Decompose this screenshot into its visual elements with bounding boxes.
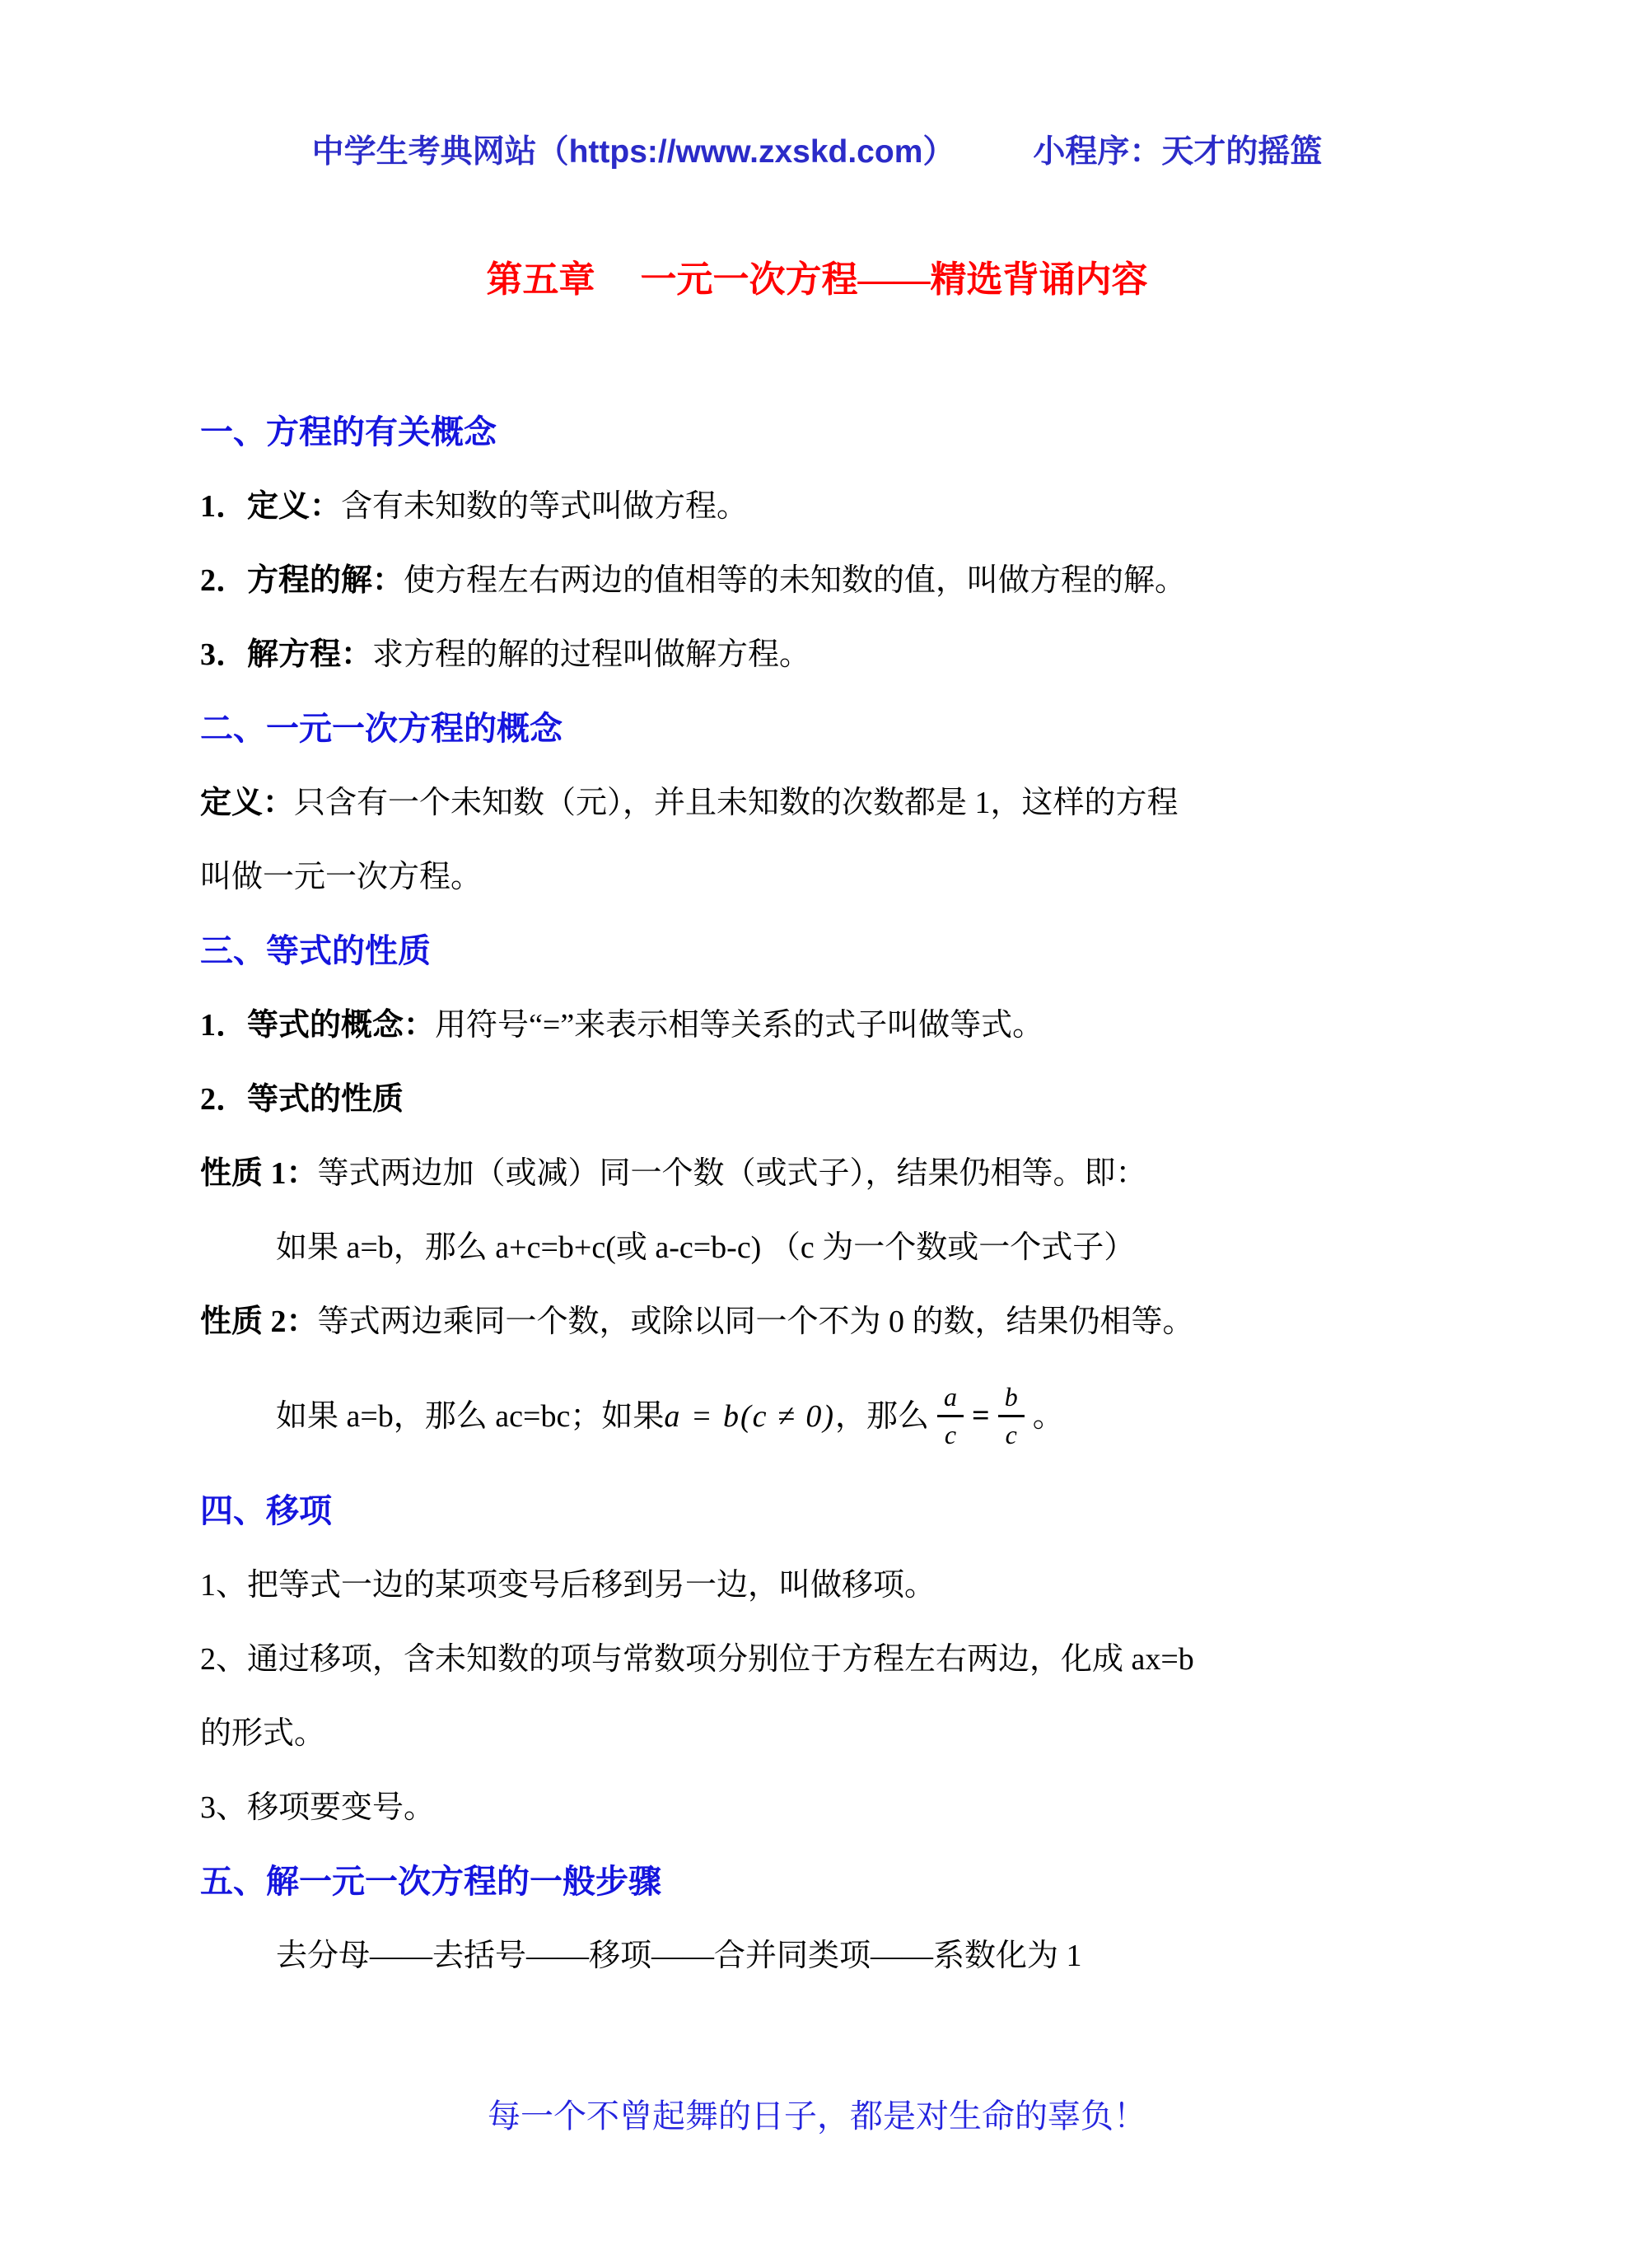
fraction-denominator: c <box>1005 1419 1017 1449</box>
page-title <box>0 243 1634 317</box>
section-3-heading: 三、等式的性质 <box>200 933 431 969</box>
section-4-heading: 四、移项 <box>200 1493 332 1529</box>
fraction-numerator: a <box>937 1382 964 1417</box>
property-2-formula <box>200 1367 1445 1466</box>
property-2-line <box>200 1285 1445 1359</box>
item-text: 使方程左右两边的值相等的未知数的值，叫做方程的解。 <box>404 563 1187 598</box>
item-text: 用符号“=”来表示相等关系的式子叫做等式。 <box>435 1008 1044 1043</box>
property-1-formula: 如果 a=b，那么 a+c=b+c(或 a-c=b-c) （c 为一个数或一个式子） <box>276 1230 1136 1265</box>
fraction-denominator: c <box>944 1419 957 1449</box>
equation-condition: a = b(c ≠ 0) <box>664 1399 836 1434</box>
property-1-line <box>200 1136 1445 1211</box>
section-4-item-1: 1、把等式一边的某项变号后移到另一边，叫做移项。 <box>200 1568 936 1603</box>
item-label: 1．等式的概念： <box>200 1008 436 1043</box>
property-text: 等式两边加（或减）同一个数（或式子），结果仍相等。即： <box>317 1156 1147 1191</box>
formula-end-punctuation: 。 <box>1032 1399 1064 1434</box>
property-label: 性质 1： <box>200 1156 318 1191</box>
equals-sign: = <box>972 1398 990 1434</box>
section-5-heading: 五、解一元一次方程的一般步骤 <box>200 1864 661 1900</box>
section-2-definition-line-1 <box>200 766 1445 840</box>
formula-mid-text: ，那么 <box>835 1399 930 1434</box>
fraction-b-over-c <box>998 1382 1025 1450</box>
miniapp-text: 小程序：天才的摇篮 <box>1033 134 1323 170</box>
section-4-item-3: 3、移项要变号。 <box>200 1790 436 1825</box>
item-text: 只含有一个未知数（元），并且未知数的次数都是 1，这样的方程 <box>294 786 1179 820</box>
section-4-item-2-line-1: 2、通过移项，含未知数的项与常数项分别位于方程左右两边，化成 ax=b <box>200 1642 1194 1677</box>
item-label: 3．解方程： <box>200 637 373 672</box>
property-label: 性质 2： <box>200 1304 318 1339</box>
site-url-text: 中学生考典网站（https://www.zxskd.com） <box>311 134 955 170</box>
item-label: 1．定义： <box>200 489 342 524</box>
item-text: 求方程的解的过程叫做解方程。 <box>372 637 811 672</box>
item-text: 含有未知数的等式叫做方程。 <box>341 489 749 524</box>
document-body <box>0 395 1634 1993</box>
section-4-item-2-line-2: 的形式。 <box>200 1716 326 1751</box>
section-3-item-1 <box>200 988 1445 1062</box>
item-label: 2．等式的性质 <box>200 1082 404 1117</box>
section-1-item-3 <box>200 618 1445 692</box>
item-label: 2．方程的解： <box>200 563 404 598</box>
fraction-numerator: b <box>998 1382 1025 1417</box>
section-3-item-2 <box>200 1062 1445 1136</box>
section-2-definition-line-2: 叫做一元一次方程。 <box>200 860 483 894</box>
solving-steps-line: 去分母——去括号——移项——合并同类项——系数化为 1 <box>276 1939 1082 1973</box>
document-header <box>0 115 1634 189</box>
property-text: 等式两边乘同一个数，或除以同一个不为 0 的数，结果仍相等。 <box>317 1304 1194 1339</box>
fraction-a-over-c <box>937 1382 964 1450</box>
chapter-number: 第五章 <box>486 259 595 300</box>
footer-quote: 每一个不曾起舞的日子，都是对生命的辜负！ <box>488 2098 1146 2135</box>
section-1-heading: 一、方程的有关概念 <box>200 414 497 450</box>
item-label: 定义： <box>200 786 295 820</box>
section-1-item-2 <box>200 544 1445 618</box>
formula-pre-text: 如果 a=b，那么 ac=bc；如果 <box>276 1399 665 1434</box>
section-2-heading: 二、一元一次方程的概念 <box>200 711 563 747</box>
section-1-item-1 <box>200 469 1445 544</box>
chapter-title: 一元一次方程——精选背诵内容 <box>640 259 1148 300</box>
